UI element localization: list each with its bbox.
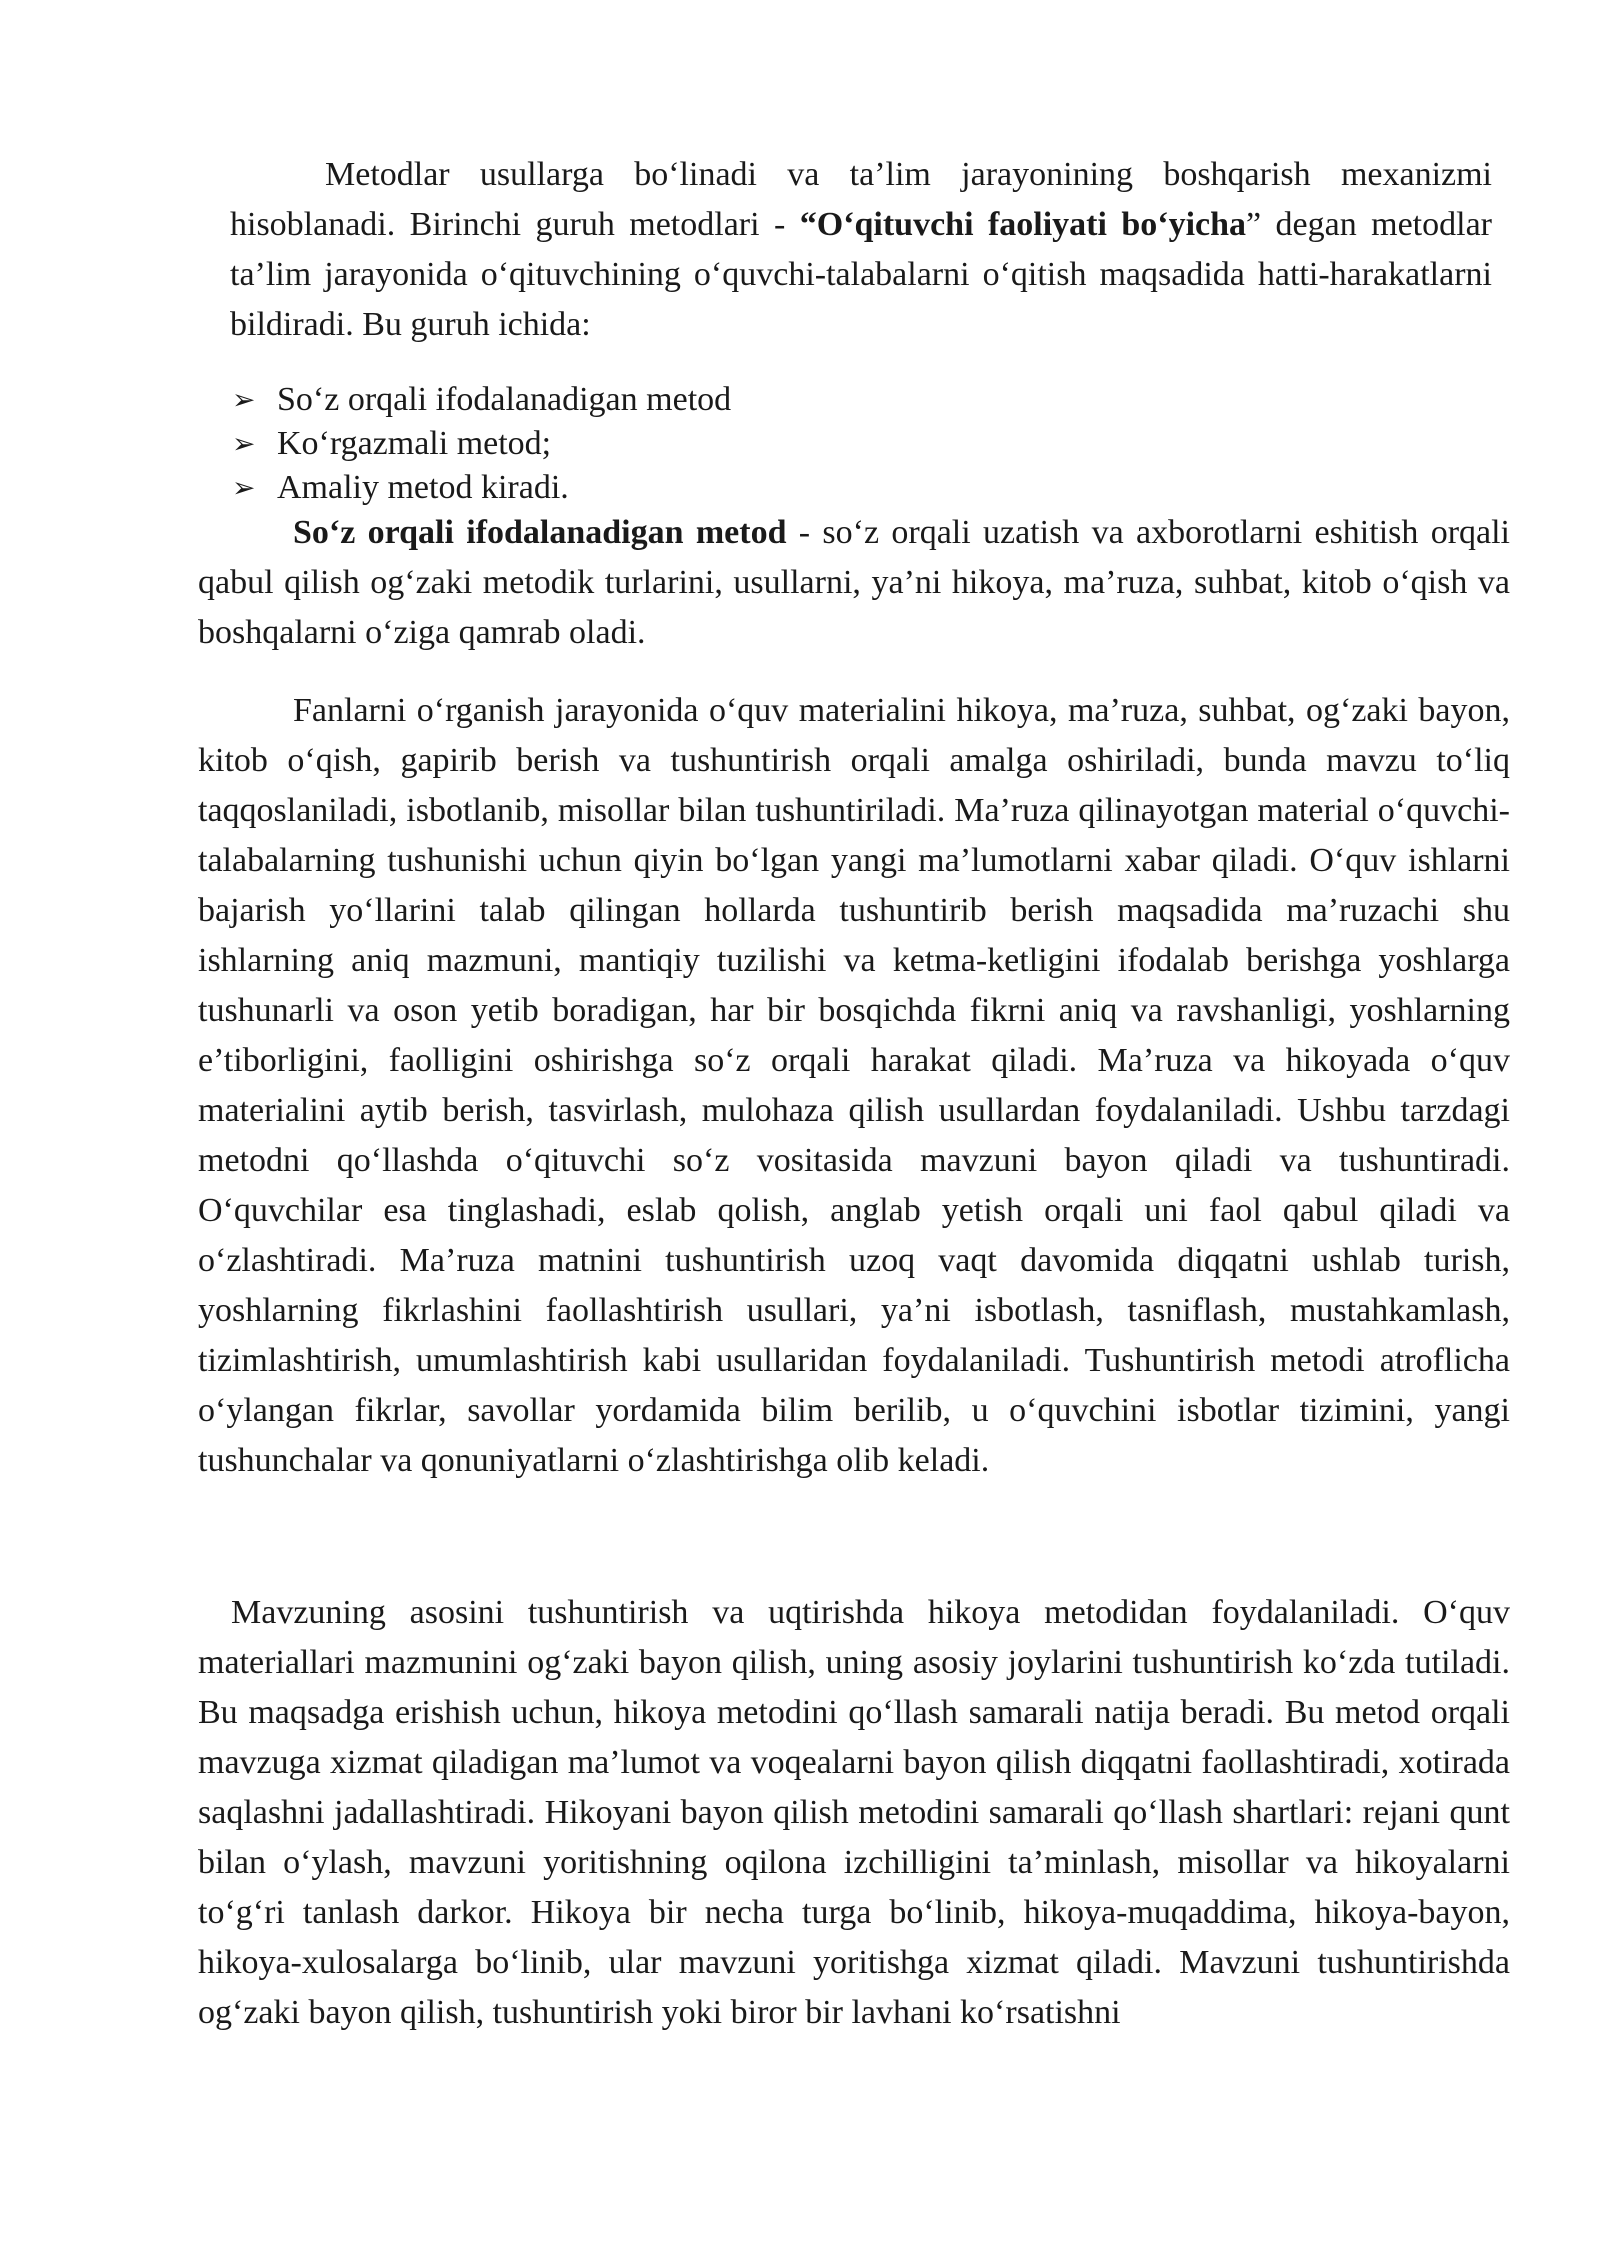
intro-bold-phrase: “O‘qituvchi faoliyati bo‘yicha (799, 206, 1247, 243)
list-item-label: So‘z orqali ifodalanadigan metod (277, 381, 732, 418)
list-item (232, 466, 1232, 510)
list-item (232, 378, 1232, 422)
body-paragraph-lecture: Fanlarni o‘rganish jarayonida o‘quv materialini hikoya, ma’ruza, suhbat, og‘zaki bayon, kitob o‘qish, gapirib berish va tushuntirish orqali amalga oshiriladi, bunda mavzu to‘liq taqqoslaniladi, isbotlanib, misollar bilan tushuntiriladi. Ma’ruza qilinayotgan material o‘quvchi-talabalarning tushunishi uchun qiyin bo‘lgan yangi ma’lumotlarni xabar qiladi. O‘quv ishlarni bajarish yo‘llarini talab qilingan hollarda tushuntirib berish maqsadida ma’ruzachi shu ishlarning aniq mazmuni, mantiqiy tuzilishi va ketma-ketligini ifodalab berishga yoshlarga tushunarli va oson yetib boradigan, har bir bosqichda fikrni aniq va ravshanligi, yoshlarning e’tiborligini, faolligini oshirishga so‘z orqali harakat qiladi. Ma’ruza va hikoyada o‘quv materialini aytib berish, tasvirlash, mulohaza qilish usullardan foydalaniladi. Ushbu tarzdagi metodni qo‘llashda o‘qituvchi so‘z vositasida mavzuni bayon qiladi va tushuntiradi. O‘quvchilar esa tinglashadi, eslab qolish, anglab yetish orqali uni faol qabul qiladi va o‘zlashtiradi. Ma’ruza matnini tushuntirish uzoq vaqt davomida diqqatni ushlab turish, yoshlarning fikrlashini faollashtirish usullari, ya’ni isbotlash, tasniflash, mustahkamlash, tizimlashtirish, umumlashtirish kabi usullaridan foydalaniladi. Tushuntirish metodi atroflicha o‘ylangan fikrlar, savollar yordamida bilim berilib, u o‘quvchini isbotlar tizimini, yangi tushunchalar va qonuniyatlarni o‘zlashtirishga olib keladi. (198, 692, 1510, 1479)
arrow-bullet-icon: ➢ (232, 427, 256, 460)
verbal-method-definition: - so‘z orqali uzatish va axborotlarni eshitish orqali qabul qilish og‘zaki metodik turlarini, usullarni, ya’ni hikoya, ma’ruza, suhbat, kitob o‘qish va boshqalarni o‘ziga qamrab oladi. (198, 514, 1510, 651)
verbal-method-term: So‘z orqali ifodalanadigan metod (293, 514, 787, 551)
intro-text-start: Metodlar usullarga bo‘linadi va ta’lim jarayonining boshqarish mexanizmi hisoblanadi. Birinchi guruh metodlari - (230, 156, 1492, 243)
arrow-bullet-icon: ➢ (232, 383, 256, 416)
list-item-label: Ko‘rgazmali metod; (277, 425, 552, 462)
intro-paragraph (230, 150, 1492, 350)
list-item-label: Amaliy metod kiradi. (277, 469, 569, 506)
intro-text-end: ” degan metodlar ta’lim jarayonida o‘qituvchining o‘quvchi-talabalarni o‘qitish maqsadida hatti-harakatlarni bildiradi. Bu guruh ichida: (230, 206, 1492, 343)
arrow-bullet-icon: ➢ (232, 471, 256, 504)
methods-list (232, 378, 1232, 510)
list-item (232, 422, 1232, 466)
body-paragraph-story: Mavzuning asosini tushuntirish va uqtirishda hikoya metodidan foydalaniladi. O‘quv materiallari mazmunini og‘zaki bayon qilish, uning asosiy joylarini tushuntirish ko‘zda tutiladi. Bu maqsadga erishish uchun, hikoya metodini qo‘llash samarali natija beradi. Bu metod orqali mavzuga xizmat qiladigan ma’lumot va voqealarni bayon qilish diqqatni faollashtiradi, xotirada saqlashni jadallashtiradi. Hikoyani bayon qilish metodini samarali qo‘llash shartlari: rejani qunt bilan o‘ylash, mavzuni yoritishning oqilona izchilligini ta’minlash, misollar va hikoyalarni to‘g‘ri tanlash darkor. Hikoya bir necha turga bo‘linib, hikoya-muqaddima, hikoya-bayon, hikoya-xulosalarga bo‘linib, ular mavzuni yoritishga xizmat qiladi. Mavzuni tushuntirishda og‘zaki bayon qilish, tushuntirish yoki biror bir lavhani ko‘rsatishni (198, 1594, 1510, 2031)
verbal-method-paragraph (198, 508, 1510, 658)
